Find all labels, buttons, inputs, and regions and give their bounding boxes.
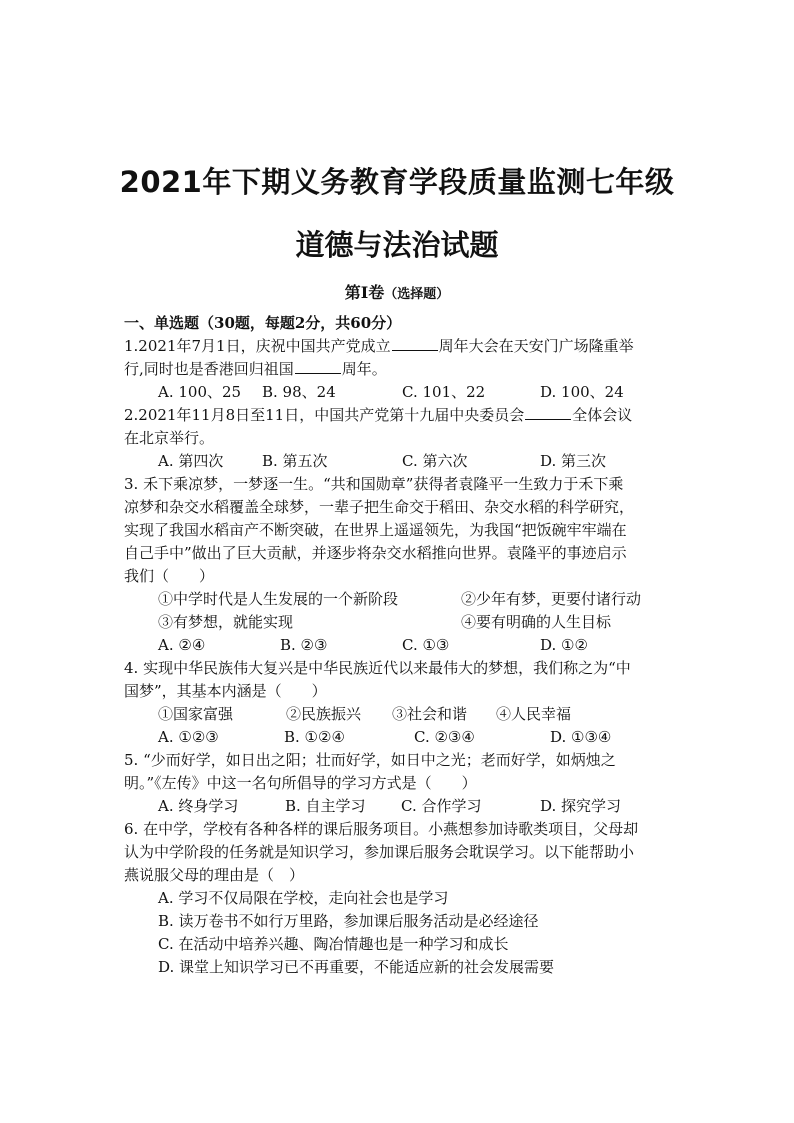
q2-option-a[interactable]: A. 第四次 bbox=[158, 452, 224, 470]
q1-text-2b: 周年。 bbox=[341, 360, 387, 378]
q4-statement-3: ③社会和谐 bbox=[392, 705, 468, 723]
q3-line-4: 自己手中”做出了巨大贡献，并逐步将杂交水稻推向世界。袁隆平的事迹启示 bbox=[124, 544, 627, 562]
q3-statement-1: ①中学时代是人生发展的一个新阶段 bbox=[158, 590, 399, 608]
exam-subtitle: 道德与法治试题 bbox=[295, 228, 499, 262]
q3-option-b[interactable]: B. ②③ bbox=[280, 636, 328, 654]
q2-blank[interactable] bbox=[525, 406, 571, 420]
q2-line-1 bbox=[124, 405, 632, 425]
q5-line-2: 明。”《左传》中这一名句所倡导的学习方式是（ ） bbox=[124, 774, 477, 792]
q6-line-3: 燕说服父母的理由是（ ） bbox=[124, 866, 305, 884]
q3-option-a[interactable]: A. ②④ bbox=[158, 636, 206, 654]
q3-statement-4: ④要有明确的人生目标 bbox=[461, 613, 612, 631]
q5-option-b[interactable]: B. 自主学习 bbox=[285, 797, 366, 815]
q2-line-2: 在北京举行。 bbox=[124, 429, 215, 447]
q3-line-1: 3. 禾下乘凉梦，一梦逐一生。“共和国勋章”获得者袁隆平一生致力于禾下乘 bbox=[124, 475, 624, 493]
q1-option-a[interactable]: A. 100、25 bbox=[158, 383, 242, 401]
q1-blank-1[interactable] bbox=[392, 337, 438, 351]
q4-statement-4: ④人民幸福 bbox=[496, 705, 572, 723]
volume-heading bbox=[0, 280, 794, 303]
q1-option-c[interactable]: C. 101、22 bbox=[402, 383, 486, 401]
q2-option-b[interactable]: B. 第五次 bbox=[262, 452, 328, 470]
q3-statements-row-1 bbox=[0, 589, 794, 609]
q2-text-1b: 全体会议 bbox=[572, 406, 633, 424]
q1-line-2 bbox=[124, 359, 387, 379]
q5-option-d[interactable]: D. 探究学习 bbox=[540, 797, 622, 815]
q3-option-c[interactable]: C. ①③ bbox=[402, 636, 450, 654]
q4-statement-1: ①国家富强 bbox=[158, 705, 234, 723]
q5-option-a[interactable]: A. 终身学习 bbox=[158, 797, 239, 815]
q5-line-1: 5. “少而好学，如日出之阳；壮而好学，如日中之光；老而好学，如炳烛之 bbox=[124, 751, 616, 769]
q3-statements-row-2 bbox=[0, 612, 794, 632]
q3-line-5: 我们（ ） bbox=[124, 567, 215, 585]
q1-options bbox=[0, 382, 794, 402]
q5-options bbox=[0, 796, 794, 816]
q4-line-1: 4. 实现中华民族伟大复兴是中华民族近代以来最伟大的梦想，我们称之为“中 bbox=[124, 659, 631, 677]
q6-option-b[interactable]: B. 读万卷书不如行万里路，参加课后服务活动是必经途径 bbox=[158, 912, 539, 930]
q1-option-d[interactable]: D. 100、24 bbox=[540, 383, 624, 401]
q4-option-d[interactable]: D. ①③④ bbox=[550, 728, 612, 746]
q5-option-c[interactable]: C. 合作学习 bbox=[401, 797, 482, 815]
q4-options bbox=[0, 727, 794, 747]
section-heading: 一、单选题（30题，每题2分，共60分） bbox=[124, 314, 402, 332]
q2-text-1a: 2.2021年11月8日至11日，中国共产党第十九届中央委员会 bbox=[124, 406, 525, 424]
q6-option-c[interactable]: C. 在活动中培养兴趣、陶冶情趣也是一种学习和成长 bbox=[158, 935, 509, 953]
q6-option-a[interactable]: A. 学习不仅局限在学校，走向社会也是学习 bbox=[158, 889, 449, 907]
volume-label: 第Ⅰ卷 bbox=[344, 283, 385, 302]
exam-title: 2021年下期义务教育学段质量监测七年级 bbox=[119, 165, 675, 199]
q1-text-1a: 1.2021年7月1日，庆祝中国共产党成立 bbox=[124, 337, 391, 355]
q4-statement-2: ②民族振兴 bbox=[286, 705, 362, 723]
q4-option-b[interactable]: B. ①②④ bbox=[284, 728, 345, 746]
q1-text-1b: 周年大会在天安门广场隆重举 bbox=[438, 337, 634, 355]
q4-option-a[interactable]: A. ①②③ bbox=[158, 728, 219, 746]
q1-option-b[interactable]: B. 98、24 bbox=[262, 383, 336, 401]
q3-option-d[interactable]: D. ①② bbox=[540, 636, 588, 654]
q2-option-c[interactable]: C. 第六次 bbox=[402, 452, 468, 470]
q6-option-d[interactable]: D. 课堂上知识学习已不再重要，不能适应新的社会发展需要 bbox=[158, 958, 555, 976]
q3-statement-2: ②少年有梦，更要付诸行动 bbox=[461, 590, 642, 608]
q4-statements bbox=[0, 704, 794, 724]
q6-line-2: 认为中学阶段的任务就是知识学习，参加课后服务会耽误学习。以下能帮助小 bbox=[124, 843, 635, 861]
q4-line-2: 国梦”，其基本内涵是（ ） bbox=[124, 682, 327, 700]
q3-line-3: 实现了我国水稻亩产不断突破，在世界上遥遥领先，为我国“把饭碗牢牢端在 bbox=[124, 521, 627, 539]
volume-note: （选择题） bbox=[384, 287, 450, 302]
q3-line-2: 凉梦和杂交水稻覆盖全球梦，一辈子把生命交于稻田、杂交水稻的科学研究， bbox=[124, 498, 635, 516]
q3-statement-3: ③有梦想，就能实现 bbox=[158, 613, 294, 631]
q1-blank-2[interactable] bbox=[295, 360, 341, 374]
q3-options bbox=[0, 635, 794, 655]
q1-line-1 bbox=[124, 336, 634, 356]
q1-text-2a: 行,同时也是香港回归祖国 bbox=[124, 360, 294, 378]
q2-options bbox=[0, 451, 794, 471]
q2-option-d[interactable]: D. 第三次 bbox=[540, 452, 607, 470]
q4-option-c[interactable]: C. ②③④ bbox=[414, 728, 475, 746]
q6-line-1: 6. 在中学，学校有各种各样的课后服务项目。小燕想参加诗歌类项目，父母却 bbox=[124, 820, 639, 838]
